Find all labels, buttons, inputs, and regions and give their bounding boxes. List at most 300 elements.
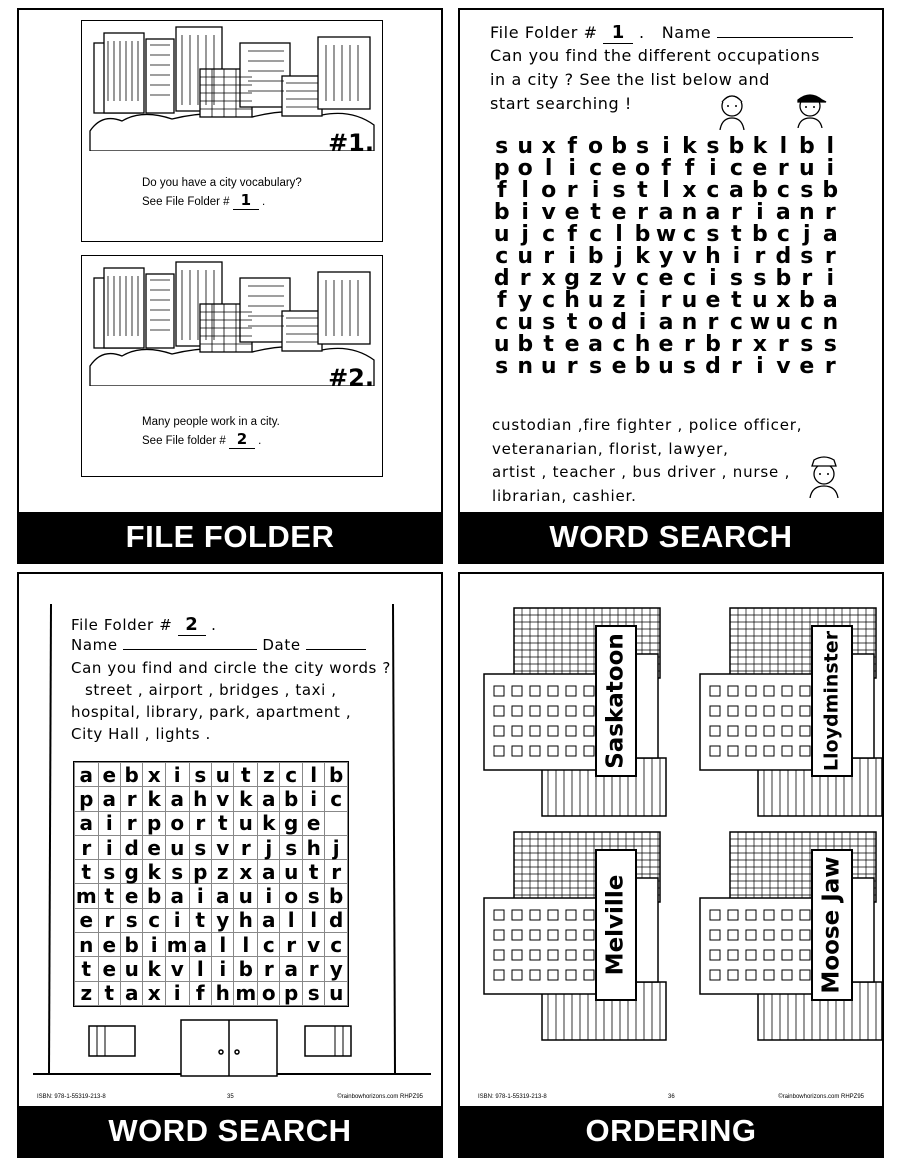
grid-cell[interactable]: m xyxy=(75,884,97,909)
grid-letter[interactable]: u xyxy=(798,156,815,181)
grid-letter[interactable]: k xyxy=(635,244,650,269)
grid-letter[interactable]: b xyxy=(775,266,792,291)
grid-cell[interactable]: g xyxy=(120,860,142,884)
grid-cell[interactable]: v xyxy=(165,957,189,981)
grid-cell[interactable] xyxy=(325,811,348,835)
grid-letter[interactable]: b xyxy=(705,332,721,357)
grid-letter[interactable]: s xyxy=(635,134,650,159)
grid-cell[interactable]: t xyxy=(98,981,120,1005)
grid-letter[interactable]: r xyxy=(777,332,789,357)
grid-cell[interactable]: k xyxy=(143,957,165,981)
grid-letter[interactable]: d xyxy=(493,266,510,291)
grid-cell[interactable]: a xyxy=(75,811,99,835)
grid-letter[interactable]: s xyxy=(800,244,814,269)
grid-letter[interactable]: r xyxy=(684,332,695,357)
grid-cell[interactable]: j xyxy=(258,835,280,859)
grid-letter[interactable]: j xyxy=(803,222,811,247)
grid-cell[interactable]: r xyxy=(120,811,142,835)
grid-cell[interactable]: o xyxy=(165,811,189,835)
grid-letter[interactable]: r xyxy=(707,310,719,335)
grid-letter[interactable]: b xyxy=(728,134,745,159)
grid-letter[interactable]: c xyxy=(495,244,509,269)
grid-cell[interactable]: n xyxy=(75,933,99,957)
grid-letter[interactable]: s xyxy=(823,332,837,357)
grid-letter[interactable]: l xyxy=(615,222,623,247)
grid-letter[interactable]: v xyxy=(682,244,697,269)
grid-letter[interactable]: d xyxy=(611,310,627,335)
city-building-2 xyxy=(484,832,666,1040)
grid-letter[interactable]: j xyxy=(615,244,623,269)
grid-letter[interactable]: g xyxy=(564,266,581,291)
grid-cell[interactable]: m xyxy=(235,981,257,1006)
grid-letter[interactable]: r xyxy=(777,156,789,181)
grid-letter[interactable]: r xyxy=(566,178,578,203)
grid-cell[interactable]: i xyxy=(98,811,120,835)
grid-letter[interactable]: a xyxy=(728,178,744,203)
grid-letter[interactable]: c xyxy=(612,332,626,357)
grid-cell[interactable]: e xyxy=(75,908,99,932)
grid-cell[interactable]: c xyxy=(325,933,348,957)
grid-letter[interactable]: c xyxy=(495,310,509,335)
grid-cell[interactable]: u xyxy=(165,835,189,859)
grid-letter[interactable]: r xyxy=(566,354,578,379)
grid-letter[interactable]: b xyxy=(611,134,627,159)
grid-cell[interactable]: k xyxy=(234,787,258,811)
grid-letter[interactable]: u xyxy=(517,134,534,159)
grid-letter[interactable]: o xyxy=(634,156,651,181)
grid-letter[interactable]: u xyxy=(681,288,698,313)
grid-letter[interactable]: d xyxy=(705,354,721,379)
grid-letter[interactable]: r xyxy=(637,200,648,225)
grid-letter[interactable]: c xyxy=(729,156,743,181)
grid-letter[interactable]: y xyxy=(658,244,674,269)
grid-cell[interactable]: d xyxy=(120,835,142,859)
grid-row xyxy=(75,763,348,787)
grid-letter[interactable]: e xyxy=(658,332,674,357)
grid-letter[interactable]: f xyxy=(496,178,507,203)
grid-letter[interactable]: u xyxy=(775,310,792,335)
grid-letter[interactable]: c xyxy=(636,266,650,291)
grid-cell[interactable]: a xyxy=(189,933,211,957)
grid-cell[interactable]: t xyxy=(189,908,211,932)
grid-cell[interactable]: d xyxy=(325,908,348,932)
grid-cell[interactable]: a xyxy=(165,884,189,908)
grid-letter[interactable]: r xyxy=(824,244,836,269)
police-officer-icon xyxy=(804,452,844,498)
word-list-line-3: artist , teacher , bus driver , nurse , xyxy=(492,463,791,481)
grid-cell[interactable]: t xyxy=(302,860,324,884)
grid-cell[interactable]: k xyxy=(143,787,165,811)
grid-cell[interactable]: t xyxy=(212,811,234,835)
grid-cell[interactable]: e xyxy=(98,933,120,957)
grid-letter[interactable]: u xyxy=(517,244,534,269)
grid-cell[interactable]: s xyxy=(302,981,324,1005)
grid-letter[interactable]: t xyxy=(731,288,742,313)
grid-letter[interactable]: i xyxy=(568,156,576,181)
grid-cell[interactable]: t xyxy=(75,860,99,884)
grid-letter[interactable]: u xyxy=(658,354,674,379)
grid-letter[interactable]: c xyxy=(800,310,814,335)
folder-header: File Folder # 2 . xyxy=(71,614,217,635)
grid-cell[interactable]: b xyxy=(280,787,302,811)
instruction-line-4: City Hall , lights . xyxy=(71,725,211,743)
grid-letter[interactable]: o xyxy=(541,178,557,203)
grid-letter[interactable]: s xyxy=(706,134,720,159)
grid-cell[interactable]: e xyxy=(120,884,142,908)
grid-cell[interactable]: r xyxy=(302,957,324,981)
grid-letter[interactable]: b xyxy=(752,178,768,203)
grid-letter[interactable]: t xyxy=(543,332,554,357)
grid-letter[interactable]: e xyxy=(564,332,580,357)
grid-letter[interactable]: x xyxy=(752,332,767,357)
grid-cell[interactable]: v xyxy=(212,787,234,811)
grid-letter[interactable]: b xyxy=(634,354,651,379)
grid-cell[interactable]: i xyxy=(189,884,211,908)
grid-cell[interactable]: t xyxy=(98,884,120,908)
grid-letter[interactable]: c xyxy=(682,266,696,291)
grid-letter[interactable]: f xyxy=(496,288,507,313)
grid-cell[interactable]: u xyxy=(234,884,258,908)
grid-letter[interactable]: u xyxy=(540,354,557,379)
grid-letter[interactable]: a xyxy=(588,332,604,357)
grid-letter[interactable]: w xyxy=(749,310,771,335)
instruction-line-1: Can you find and circle the city words ? xyxy=(71,659,391,677)
grid-cell[interactable]: a xyxy=(165,787,189,811)
grid-letter[interactable]: n xyxy=(681,200,698,225)
grid-letter[interactable]: x xyxy=(541,266,556,291)
grid-letter[interactable]: l xyxy=(662,178,670,203)
grid-letter[interactable]: i xyxy=(521,200,529,225)
grid-letter[interactable]: n xyxy=(517,354,534,379)
grid-letter[interactable]: i xyxy=(732,244,741,269)
grid-cell[interactable]: v xyxy=(212,835,234,859)
grid-letter[interactable]: b xyxy=(752,222,768,247)
grid-letter[interactable]: f xyxy=(567,134,577,159)
grid-letter[interactable]: r xyxy=(543,244,555,269)
grid-letter[interactable]: i xyxy=(756,354,764,379)
grid-letter[interactable]: c xyxy=(776,222,790,247)
grid-cell[interactable]: a xyxy=(98,787,120,811)
grid-letter[interactable]: l xyxy=(521,178,529,203)
grid-letter[interactable]: v xyxy=(776,354,791,379)
grid-letter[interactable]: s xyxy=(800,332,814,357)
grid-cell[interactable]: p xyxy=(189,860,211,884)
grid-letter[interactable]: a xyxy=(658,310,674,335)
grid-letter[interactable]: z xyxy=(589,266,603,291)
grid-cell[interactable]: e xyxy=(302,811,324,835)
grid-letter[interactable]: i xyxy=(638,310,647,335)
grid-letter[interactable]: f xyxy=(567,222,577,247)
grid-cell[interactable]: a xyxy=(120,981,142,1005)
grid-cell[interactable]: x xyxy=(143,763,165,787)
grid-letter[interactable]: p xyxy=(493,156,510,181)
grid-letter[interactable]: b xyxy=(587,244,604,269)
grid-letter[interactable]: i xyxy=(709,156,717,181)
grid-letter[interactable]: l xyxy=(544,156,553,181)
grid-cell[interactable]: r xyxy=(325,860,348,884)
grid-cell[interactable]: o xyxy=(258,981,280,1005)
grid-letter[interactable]: r xyxy=(824,354,836,379)
date-label: Date xyxy=(262,636,301,654)
grid-letter[interactable]: n xyxy=(798,200,815,225)
grid-cell[interactable]: l xyxy=(189,957,211,981)
grid-letter[interactable]: f xyxy=(684,156,695,181)
grid-letter[interactable]: a xyxy=(822,288,838,313)
grid-letter[interactable]: y xyxy=(518,288,533,313)
grid-cell[interactable]: h xyxy=(302,835,324,859)
grid-letter[interactable]: k xyxy=(682,134,697,159)
grid-cell[interactable]: t xyxy=(234,763,258,787)
grid-letter[interactable]: o xyxy=(588,310,604,335)
grid-letter[interactable]: r xyxy=(754,244,766,269)
grid-letter[interactable]: i xyxy=(568,244,576,269)
grid-cell[interactable]: a xyxy=(75,763,99,787)
grid-cell[interactable]: b xyxy=(325,763,348,787)
grid-letter[interactable]: v xyxy=(611,266,627,291)
grid-cell[interactable]: a xyxy=(258,860,280,884)
grid-cell[interactable]: i xyxy=(165,763,189,787)
grid-cell[interactable]: h xyxy=(234,908,258,932)
grid-cell[interactable]: p xyxy=(143,811,165,835)
grid-letter[interactable]: i xyxy=(709,266,717,291)
grid-letter[interactable]: a xyxy=(705,200,721,225)
grid-cell[interactable]: c xyxy=(143,908,165,932)
grid-letter[interactable]: r xyxy=(730,200,742,225)
grid-letter[interactable]: o xyxy=(588,134,604,159)
grid-letter[interactable]: l xyxy=(779,134,788,159)
grid-cell[interactable]: j xyxy=(325,835,348,859)
grid-letter[interactable]: h xyxy=(564,288,580,313)
grid-letter[interactable]: e xyxy=(799,354,815,379)
word-search-grid xyxy=(490,136,842,378)
grid-letter[interactable]: a xyxy=(658,200,674,225)
grid-cell[interactable]: l xyxy=(302,763,324,787)
grid-letter[interactable]: u xyxy=(587,288,604,313)
grid-cell[interactable]: s xyxy=(165,860,189,884)
grid-letter[interactable]: d xyxy=(775,244,792,269)
grid-cell[interactable]: z xyxy=(75,981,99,1005)
grid-cell[interactable]: u xyxy=(212,763,234,787)
grid-cell[interactable]: b xyxy=(325,884,348,908)
grid-letter[interactable]: i xyxy=(591,178,600,203)
grid-cell[interactable]: s xyxy=(120,908,142,932)
grid-letter[interactable]: e xyxy=(611,354,627,379)
grid-letter[interactable]: v xyxy=(541,200,556,225)
grid-letter[interactable]: l xyxy=(826,134,835,159)
grid-letter[interactable]: i xyxy=(662,134,670,159)
grid-cell[interactable]: r xyxy=(75,835,99,859)
grid-cell[interactable]: y xyxy=(325,957,348,981)
grid-letter[interactable]: w xyxy=(655,222,677,247)
grid-letter[interactable]: b xyxy=(517,332,534,357)
grid-cell[interactable]: i xyxy=(165,908,189,932)
grid-letter[interactable]: r xyxy=(730,354,742,379)
grid-cell[interactable]: r xyxy=(98,908,120,932)
grid-letter[interactable]: u xyxy=(493,222,510,247)
grid-cell[interactable]: s xyxy=(302,884,324,908)
grid-letter[interactable]: z xyxy=(612,288,626,313)
grid-letter[interactable]: i xyxy=(826,156,835,181)
grid-cell[interactable]: o xyxy=(280,884,302,908)
grid-letter[interactable]: k xyxy=(752,134,768,159)
grid-cell[interactable]: i xyxy=(143,933,165,957)
grid-letter[interactable]: r xyxy=(801,266,813,291)
grid-cell[interactable]: l xyxy=(280,908,302,932)
grid-letter[interactable]: f xyxy=(661,156,671,181)
grid-letter[interactable]: c xyxy=(776,178,790,203)
grid-letter[interactable]: a xyxy=(822,222,838,247)
grid-cell[interactable]: a xyxy=(212,884,234,908)
grid-letter[interactable]: t xyxy=(637,178,648,203)
grid-cell[interactable]: c xyxy=(258,933,280,957)
grid-letter[interactable]: e xyxy=(658,266,674,291)
grid-letter[interactable]: s xyxy=(495,354,509,379)
grid-cell[interactable]: r xyxy=(189,811,211,835)
grid-cell[interactable]: e xyxy=(98,763,120,787)
grid-cell[interactable]: r xyxy=(120,787,142,811)
grid-letter[interactable]: u xyxy=(752,288,768,313)
grid-cell[interactable]: m xyxy=(166,932,188,957)
grid-cell[interactable]: s xyxy=(189,835,211,859)
grid-letter[interactable]: c xyxy=(706,178,720,203)
grid-cell[interactable]: i xyxy=(302,787,324,811)
grid-cell[interactable]: v xyxy=(302,933,324,957)
grid-letter[interactable]: b xyxy=(798,288,815,313)
grid-cell[interactable]: b xyxy=(120,933,142,957)
grid-cell[interactable]: r xyxy=(234,835,258,859)
grid-letter[interactable]: i xyxy=(756,200,764,225)
grid-letter[interactable]: u xyxy=(493,332,510,357)
grid-letter[interactable]: s xyxy=(729,266,743,291)
grid-cell[interactable]: e xyxy=(143,835,165,859)
name-label: Name xyxy=(71,636,118,654)
grid-cell[interactable]: b xyxy=(120,763,142,787)
grid-cell[interactable]: i xyxy=(165,981,189,1005)
grid-cell[interactable]: k xyxy=(258,811,280,835)
grid-letter[interactable]: x xyxy=(682,178,697,203)
grid-cell[interactable]: h xyxy=(189,787,211,811)
grid-cell[interactable]: a xyxy=(258,787,280,811)
grid-cell[interactable]: u xyxy=(120,957,142,981)
grid-letter[interactable]: e xyxy=(564,200,580,225)
grid-cell[interactable]: l xyxy=(302,908,324,932)
grid-letter[interactable]: s xyxy=(612,178,626,203)
grid-letter[interactable]: s xyxy=(495,134,509,159)
grid-letter[interactable]: x xyxy=(776,288,791,313)
grid-letter[interactable]: r xyxy=(824,200,836,225)
grid-letter[interactable]: i xyxy=(826,266,835,291)
grid-letter[interactable]: x xyxy=(541,134,556,159)
grid-letter[interactable]: u xyxy=(517,310,534,335)
grid-letter[interactable]: s xyxy=(706,222,720,247)
grid-cell[interactable]: s xyxy=(280,835,302,859)
grid-cell[interactable]: x xyxy=(143,981,165,1005)
grid-cell[interactable]: b xyxy=(234,957,258,981)
grid-letter[interactable]: n xyxy=(681,310,698,335)
grid-letter[interactable]: e xyxy=(611,156,627,181)
grid-letter[interactable]: h xyxy=(705,244,721,269)
grid-letter[interactable]: b xyxy=(798,134,815,159)
grid-cell[interactable]: p xyxy=(75,787,99,811)
grid-cell[interactable]: k xyxy=(143,860,165,884)
grid-letter[interactable]: a xyxy=(775,200,791,225)
grid-letter[interactable]: c xyxy=(682,222,696,247)
grid-cell[interactable]: u xyxy=(325,981,348,1005)
grid-letter[interactable]: i xyxy=(638,288,647,313)
grid-cell[interactable]: z xyxy=(258,763,280,787)
grid-letter[interactable]: e xyxy=(705,288,721,313)
grid-cell[interactable]: l xyxy=(234,933,258,957)
grid-cell[interactable]: p xyxy=(280,981,302,1005)
grid-letter[interactable]: r xyxy=(660,288,672,313)
grid-cell[interactable]: a xyxy=(258,908,280,932)
grid-row xyxy=(490,334,842,356)
grid-cell[interactable]: r xyxy=(258,957,280,981)
grid-letter[interactable]: e xyxy=(752,156,768,181)
grid-cell[interactable]: r xyxy=(280,933,302,957)
grid-cell[interactable]: b xyxy=(143,884,165,908)
folder-card-2 xyxy=(81,255,383,477)
grid-letter[interactable]: t xyxy=(566,310,578,335)
grid-letter[interactable]: o xyxy=(517,156,533,181)
grid-cell[interactable]: c xyxy=(325,787,348,811)
grid-letter[interactable]: c xyxy=(542,288,556,313)
grid-cell[interactable]: u xyxy=(280,860,302,884)
grid-letter[interactable]: h xyxy=(634,332,651,357)
grid-letter[interactable]: s xyxy=(589,354,603,379)
grid-cell[interactable]: f xyxy=(189,981,211,1005)
grid-cell[interactable]: l xyxy=(212,933,234,957)
grid-letter[interactable]: r xyxy=(730,332,742,357)
grid-letter[interactable]: c xyxy=(589,156,603,181)
grid-cell[interactable]: u xyxy=(234,811,258,835)
footer-page-number: 35 xyxy=(227,1094,234,1100)
grid-letter[interactable]: s xyxy=(682,354,697,379)
grid-letter[interactable]: s xyxy=(753,266,767,291)
grid-letter[interactable]: c xyxy=(542,222,556,247)
grid-letter[interactable]: b xyxy=(634,222,651,247)
grid-cell[interactable]: i xyxy=(98,835,120,859)
grid-letter[interactable]: c xyxy=(729,310,743,335)
grid-cell[interactable]: i xyxy=(258,884,280,908)
grid-cell[interactable]: s xyxy=(189,763,211,787)
grid-letter[interactable]: e xyxy=(611,200,627,225)
grid-cell[interactable]: a xyxy=(280,957,302,981)
grid-cell[interactable]: e xyxy=(98,957,120,981)
grid-letter[interactable]: n xyxy=(822,310,839,335)
grid-cell[interactable]: s xyxy=(98,860,120,884)
grid-letter[interactable]: t xyxy=(590,200,601,225)
grid-cell[interactable]: y xyxy=(212,908,234,932)
grid-letter[interactable]: b xyxy=(822,178,839,203)
grid-cell[interactable]: i xyxy=(212,957,234,981)
grid-letter[interactable]: j xyxy=(521,222,529,247)
folder-card-line2-wrap: See File folder # 2 . xyxy=(142,430,262,448)
grid-cell[interactable]: h xyxy=(212,981,234,1005)
grid-letter[interactable]: b xyxy=(493,200,510,225)
grid-cell[interactable]: x xyxy=(234,860,258,884)
grid-cell[interactable]: t xyxy=(75,957,99,981)
grid-cell[interactable]: g xyxy=(280,811,302,835)
grid-letter[interactable]: s xyxy=(800,178,814,203)
grid-cell[interactable]: z xyxy=(212,860,234,884)
grid-letter[interactable]: s xyxy=(542,310,556,335)
grid-letter[interactable]: t xyxy=(731,222,742,247)
grid-letter[interactable]: c xyxy=(589,222,603,247)
grid-cell[interactable]: c xyxy=(280,763,302,787)
folder-card-1 xyxy=(81,20,383,242)
grid-letter[interactable]: r xyxy=(519,266,531,291)
